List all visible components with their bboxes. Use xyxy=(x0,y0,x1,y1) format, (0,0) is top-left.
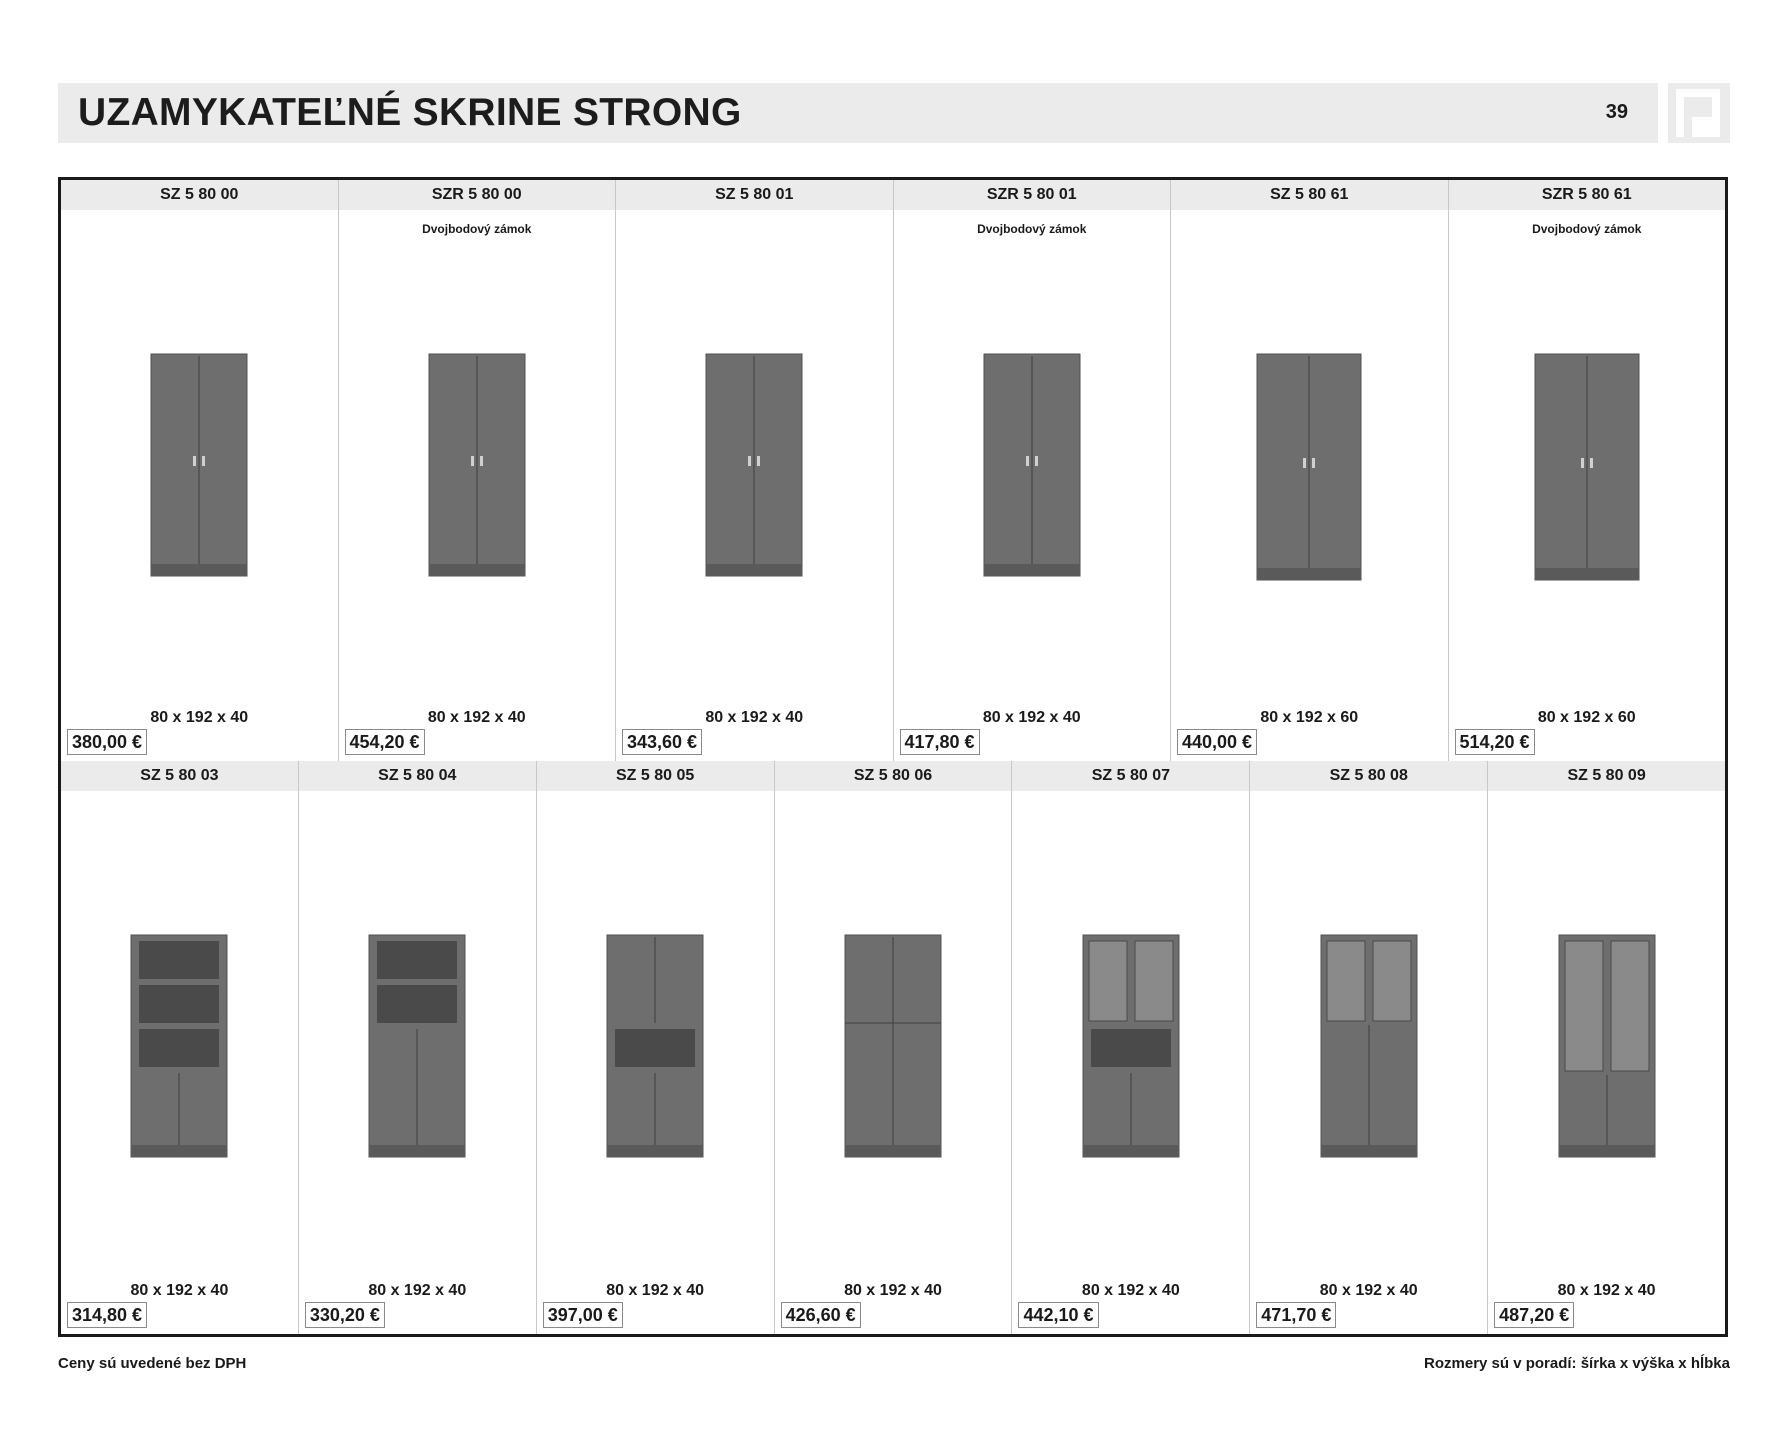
cabinet-image xyxy=(129,933,229,1163)
product-price: 397,00 € xyxy=(543,1302,623,1328)
product-dimensions: 80 x 192 x 40 xyxy=(427,709,526,726)
cabinet-image xyxy=(1319,933,1419,1163)
product-card xyxy=(1250,761,1488,1334)
footer-vat-note: Ceny sú uvedené bez DPH xyxy=(58,1355,247,1372)
cabinet-image xyxy=(843,933,943,1163)
cabinet-image xyxy=(1255,352,1363,586)
product-dimensions: 80 x 192 x 60 xyxy=(1537,709,1636,726)
product-price: 330,20 € xyxy=(305,1302,385,1328)
product-code: SZ 5 80 61 xyxy=(1171,180,1448,210)
product-dimensions: 80 x 192 x 40 xyxy=(150,709,249,726)
product-dimensions: 80 x 192 x 40 xyxy=(368,1282,467,1299)
product-price: 442,10 € xyxy=(1018,1302,1098,1328)
brand-logo xyxy=(1668,83,1730,143)
product-code: SZ 5 80 03 xyxy=(61,761,298,791)
product-price: 314,80 € xyxy=(67,1302,147,1328)
product-price: 426,60 € xyxy=(781,1302,861,1328)
product-note: Dvojbodový zámok xyxy=(977,222,1087,236)
product-price: 417,80 € xyxy=(900,729,980,755)
product-dimensions: 80 x 192 x 40 xyxy=(1319,1282,1418,1299)
cabinet-image xyxy=(605,933,705,1163)
product-code: SZR 5 80 61 xyxy=(1449,180,1726,210)
product-card xyxy=(775,761,1013,1334)
product-code: SZ 5 80 08 xyxy=(1250,761,1487,791)
cabinet-image xyxy=(704,352,804,582)
page-title: UZAMYKATEĽNÉ SKRINE STRONG xyxy=(78,91,742,134)
product-grid xyxy=(58,177,1728,1337)
product-row-1 xyxy=(61,180,1725,762)
product-note: Dvojbodový zámok xyxy=(1532,222,1642,236)
product-code: SZR 5 80 01 xyxy=(894,180,1171,210)
product-code: SZ 5 80 00 xyxy=(61,180,338,210)
product-card xyxy=(1171,180,1449,761)
cabinet-image xyxy=(1081,933,1181,1163)
product-price: 471,70 € xyxy=(1256,1302,1336,1328)
product-dimensions: 80 x 192 x 40 xyxy=(844,1282,942,1299)
product-dimensions: 80 x 192 x 40 xyxy=(130,1282,229,1299)
product-code: SZ 5 80 07 xyxy=(1012,761,1249,791)
product-price: 514,20 € xyxy=(1455,729,1535,755)
product-code: SZ 5 80 06 xyxy=(775,761,1012,791)
product-card xyxy=(1488,761,1725,1334)
product-dimensions: 80 x 192 x 40 xyxy=(606,1282,705,1299)
footer-dimensions-note: Rozmery sú v poradí: šírka x výška x hĺbka xyxy=(1424,1355,1730,1372)
product-dimensions: 80 x 192 x 40 xyxy=(1081,1282,1180,1299)
product-code: SZR 5 80 00 xyxy=(339,180,616,210)
product-card xyxy=(339,180,617,761)
product-dimensions: 80 x 192 x 40 xyxy=(982,709,1081,726)
product-card xyxy=(61,761,299,1334)
product-note: Dvojbodový zámok xyxy=(422,222,532,236)
product-price: 454,20 € xyxy=(345,729,425,755)
product-price: 487,20 € xyxy=(1494,1302,1574,1328)
product-card xyxy=(894,180,1172,761)
product-card xyxy=(1449,180,1726,761)
product-code: SZ 5 80 05 xyxy=(537,761,774,791)
cabinet-image xyxy=(1533,352,1641,586)
product-price: 440,00 € xyxy=(1177,729,1257,755)
page-number: 39 xyxy=(1605,101,1628,123)
cabinet-image xyxy=(367,933,467,1163)
product-dimensions: 80 x 192 x 60 xyxy=(1260,709,1359,726)
product-card xyxy=(61,180,339,761)
product-code: SZ 5 80 09 xyxy=(1488,761,1725,791)
product-price: 380,00 € xyxy=(67,729,147,755)
product-card xyxy=(1012,761,1250,1334)
product-code: SZ 5 80 01 xyxy=(616,180,893,210)
product-code: SZ 5 80 04 xyxy=(299,761,536,791)
header-bar xyxy=(58,83,1658,143)
cabinet-image xyxy=(149,352,249,582)
product-card xyxy=(616,180,894,761)
cabinet-image xyxy=(982,352,1082,582)
product-dimensions: 80 x 192 x 40 xyxy=(1557,1282,1656,1299)
product-card xyxy=(299,761,537,1334)
product-price: 343,60 € xyxy=(622,729,702,755)
product-dimensions: 80 x 192 x 40 xyxy=(705,709,804,726)
cabinet-image xyxy=(1557,933,1657,1163)
product-card xyxy=(537,761,775,1334)
product-row-2 xyxy=(61,761,1725,1334)
cabinet-image xyxy=(427,352,527,582)
